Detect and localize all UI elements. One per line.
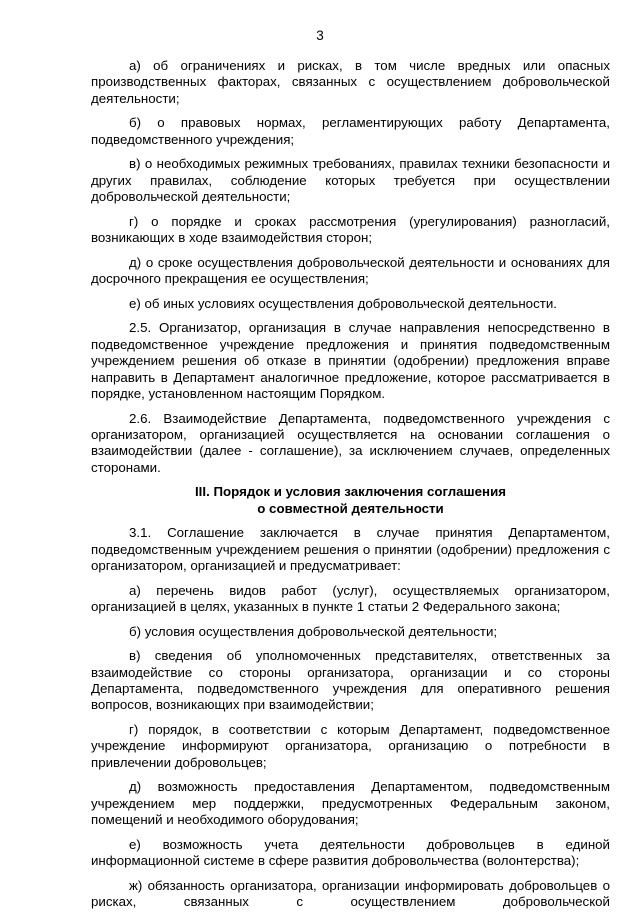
section-title-line-1: III. Порядок и условия заключения соглашения <box>194 484 507 500</box>
paragraph-item-b: б) о правовых нормах, регламентирующих работу Департамента, подведомственного учреждения; <box>91 115 610 147</box>
paragraph-clause-3-1: 3.1. Соглашение заключается в случае принятия Департаментом, подведомственным учреждением решения о принятии (одобрении) предложения с организатором, организацией и предусматривает: <box>91 525 610 574</box>
paragraph-item-a-2: а) перечень видов работ (услуг), осуществляемых организатором, организацией в целях, указанных в пункте 1 статьи 2 Федерального закона; <box>91 582 610 615</box>
paragraph-item-g-2: г) порядок, в соответствии с которым Департамент, подведомственное учреждение информируют организатора, организацию о потребности в привлечении добровольцев; <box>91 722 610 770</box>
paragraph-item-e-2: е) возможность учета деятельности добровольцев в единой информационной системе в сфере развития добровольчества (волонтерства); <box>91 836 610 869</box>
paragraph-item-b-2: б) условия осуществления добровольческой деятельности; <box>129 623 498 639</box>
paragraph-item-d: д) о сроке осуществления добровольческой деятельности и основаниях для досрочного прекращения ее осуществления; <box>91 254 610 287</box>
paragraph-item-a: а) об ограничениях и рисках, в том числе вредных или опасных производственных факторах, связанных с осуществлением добровольческой деятельности; <box>91 58 610 106</box>
paragraph-item-v: в) о необходимых режимных требованиях, правилах техники безопасности и других правилах, соблюдение которых требуется при осуществлении добровольческой деятельности; <box>91 156 610 205</box>
paragraph-clause-2-5: 2.5. Организатор, организация в случае направления непосредственно в подведомственное учреждение предложения и принятия подведомственным учреждением решения об отказе в принятии (одобрении) предложения вправе направить в Департамент аналогичное предложение, которое рассматривается в порядке, установленном настоящим Порядком. <box>91 320 610 402</box>
paragraph-item-v-2: в) сведения об уполномоченных представителях, ответственных за взаимодействие со стороны организатора, организации и со стороны Департамента, подведомственного учреждения для оперативного решения вопросов, возникающих при взаимодействии; <box>91 648 610 713</box>
paragraph-item-zh: ж) обязанность организатора, организации информировать добровольцев о рисках, связанных с осуществлением добровольческой <box>91 877 610 910</box>
paragraph-item-e: е) об иных условиях осуществления добровольческой деятельности. <box>129 295 557 311</box>
document-body <box>91 58 610 919</box>
section-title-line-2: о совместной деятельности <box>257 500 444 516</box>
page-number: 3 <box>316 28 324 43</box>
paragraph-item-d-2: д) возможность предоставления Департаментом, подведомственным учреждением мер поддержки, предусмотренных Федеральным законом, помещений и необходимого оборудования; <box>91 779 610 828</box>
section-title <box>91 484 610 517</box>
paragraph-item-g: г) о порядке и сроках рассмотрения (урегулирования) разногласий, возникающих в ходе взаимодействия сторон; <box>91 213 610 246</box>
paragraph-clause-2-6: 2.6. Взаимодействие Департамента, подведомственного учреждения с организатором, организацией осуществляется на основании соглашения о взаимодействии (далее - соглашение), за исключением случаев, определенных сторонами. <box>91 410 610 475</box>
